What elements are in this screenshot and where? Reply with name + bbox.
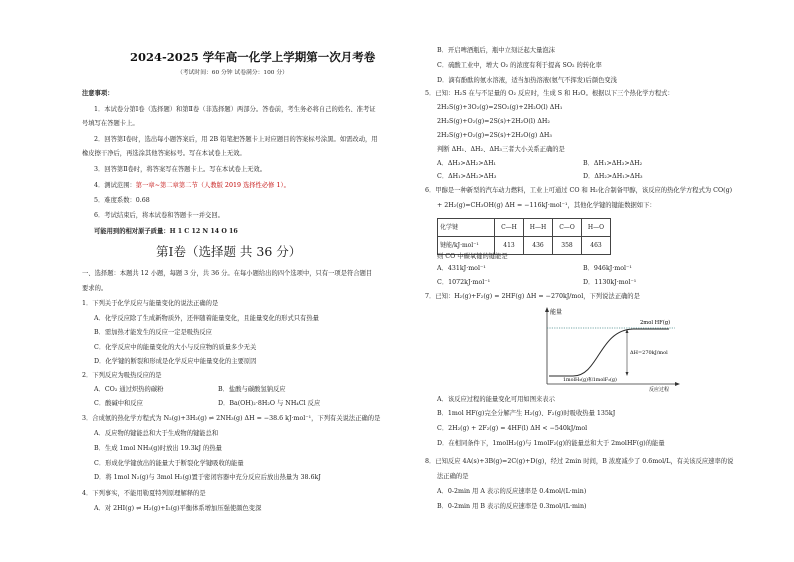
- question-7-option: A．该反应过程的能量变化可用如图来表示: [437, 396, 555, 403]
- question-7-option: D．在相同条件下，1molH₂(g)与 1molF₂(g)的能量总和大于 2molHF(g)的能量: [437, 440, 665, 447]
- question-5-option: C．ΔH₁>ΔH₂>ΔH₃: [437, 173, 497, 180]
- question-5-option: D．ΔH₂>ΔH₁>ΔH₃: [583, 173, 643, 180]
- question-3-option: A．反应物的键能总和大于生成物的键能总和: [94, 430, 219, 437]
- table-cell: 463: [582, 237, 611, 255]
- delta-h-label: ΔH=270kJ/mol: [630, 350, 668, 356]
- question-1-stem: 1．下列关于化学反应与能量变化的说法正确的是: [82, 300, 219, 307]
- question-3-option: B．生成 1mol NH₃(g)时放出 19.3kJ 的热量: [94, 445, 222, 452]
- table-row: [438, 219, 611, 237]
- notice-heading: 注意事项：: [82, 90, 114, 97]
- question-4-option: B．开启啤酒瓶后，瓶中立刻泛起大量泡沫: [437, 47, 555, 54]
- question-2-option: C．酸碱中和反应: [94, 400, 143, 407]
- question-1-option: C．化学反应中的能量变化的大小与反应物的质量多少无关: [94, 344, 257, 351]
- question-8-option: B．0-2min 用 B 表示的反应速率是 0.3mol/(L·min): [437, 503, 587, 510]
- question-2-stem: 2．下列反应为吸热反应的是: [82, 372, 162, 379]
- question-1-option: B．需加热才能发生的反应一定是吸热反应: [94, 329, 212, 336]
- question-4-stem: 4．下列事实，不能用勒夏特列原理解释的是: [82, 490, 206, 497]
- question-4-option: D．滴有酚酞的氨水溶液，适当加热溶液(氨气不挥发)后颜色变浅: [437, 77, 617, 84]
- question-8-stem: 8．已知反应 4A(s)+3B(g)=2C(g)+D(g)，经过 2min 时间，B 浓度减少了 0.6mol/L，有关该反应速率的说: [425, 458, 734, 465]
- table-cell: 358: [553, 237, 582, 255]
- table-header: C—H: [495, 219, 524, 237]
- question-7-option: B．1mol HF(g)完全分解产生 H₂(g)、F₂(g)时吸收热量 135kJ: [437, 410, 616, 417]
- section-title: 第Ⅰ卷（选择题 共 36 分）: [156, 244, 302, 259]
- notice-line: 6．考试结束后，将本试卷和答题卡一并交回。: [94, 212, 224, 219]
- notice-line: 2．回答第Ⅰ卷时，选出每小题答案后，用 2B 铅笔把答题卡上对应题目的答案标号涂黑。如需改动，用: [94, 136, 378, 143]
- question-5-stem: 5．已知：H₂S 在与不足量的 O₂ 反应时，生成 S 和 H₂O。根据以下三个热化学方程式：: [425, 90, 674, 97]
- question-7-stem: 7．已知：H₂(g)+F₂(g) = 2HF(g) ΔH = −270kJ/mol，下列说法正确的是: [425, 293, 640, 300]
- exam-title: 2024-2025 学年高一化学上学期第一次月考卷: [130, 50, 376, 64]
- question-4-option: A．对 2HI(g) ⇌ H₂(g)+I₂(g)平衡体系增加压强使颜色变深: [94, 505, 262, 512]
- question-3-option: D．将 1mol N₂(g)与 3mol H₂(g)置于密闭容器中充分反应后放出热量为 38.6kJ: [94, 474, 321, 481]
- upper-level-label: 2mol HF(g): [640, 320, 671, 326]
- notice-line: 5．难度系数：0.68: [94, 197, 150, 204]
- question-8-stem: 法正确的是: [437, 473, 469, 480]
- question-5-prompt: 判断 ΔH₁、ΔH₂、ΔH₃三者大小关系正确的是: [437, 146, 565, 153]
- table-cell: 键能/kJ·mol⁻¹: [438, 237, 495, 255]
- question-1-option: D．化学键的断裂和形成是化学反应中能量变化的主要原因: [94, 358, 257, 365]
- notice-line: 1．本试卷分第Ⅰ卷（选择题）和第Ⅱ卷（非选择题）两部分。答卷前，考生务必将自己的姓名、准考证: [94, 106, 376, 113]
- question-6-stem: + 2H₂(g)=CH₃OH(g) ΔH = −116kJ·mol⁻¹，其他化学键的键能数据如下：: [437, 202, 656, 209]
- x-axis-label: 反应过程: [649, 387, 670, 392]
- question-6-stem: 6．甲醇是一种新型的汽车动力燃料，工业上可通过 CO 和 H₂化合制备甲醇，该反应的热化学方程式为 CO(g): [425, 187, 733, 194]
- table-cell: 413: [495, 237, 524, 255]
- table-header: H—O: [582, 219, 611, 237]
- atomic-masses: 可能用到的相对原子质量：H 1 C 12 N 14 O 16: [94, 228, 238, 235]
- section-intro: 一、选择题：本题共 12 小题，每题 3 分，共 36 分。在每小题给出的四个选项中，只有一项是符合题目: [82, 270, 373, 277]
- question-6-option: B．946kJ·mol⁻¹: [583, 265, 632, 272]
- equation: 2H₂S(g)+O₂(g)=2S(s)+2H₂O(l) ΔH₂: [437, 118, 550, 125]
- question-6-option: D．1130kJ·mol⁻¹: [583, 279, 637, 286]
- delta-h-arrow-tail: [626, 372, 629, 376]
- table-row: [438, 237, 611, 255]
- bond-energy-table: [437, 218, 611, 255]
- notice-line: 号填写在答题卡上。: [82, 120, 139, 127]
- question-2-option: D．Ba(OH)₂·8H₂O 与 NH₄Cl 反应: [218, 400, 321, 407]
- equation: 2H₂S(g)+3O₂(g)=2SO₂(g)+2H₂O(l) ΔH₁: [437, 104, 563, 111]
- scope-label: 4．测试范围：: [94, 182, 136, 189]
- lower-level-label: 1molH₂(g)和1molF₂(g): [563, 378, 617, 383]
- table-cell: 436: [524, 237, 553, 255]
- exam-subtitle: （考试时间：60 分钟 试卷满分：100 分）: [177, 70, 288, 76]
- question-8-option: A．0-2min 用 A 表示的反应速率是 0.4mol/(L·min): [437, 488, 587, 495]
- question-4-option: C．硫酸工业中，增大 O₂ 的浓度有利于提高 SO₂ 的转化率: [437, 62, 602, 69]
- x-axis-arrow: [675, 382, 680, 386]
- energy-diagram: [537, 304, 687, 392]
- notice-line: 橡皮擦干净后，再选涂其他答案标号。写在本试卷上无效。: [82, 150, 246, 157]
- y-axis-label: 能量: [550, 309, 563, 316]
- section-intro: 要求的。: [82, 285, 108, 292]
- question-6-option: A．431kJ·mol⁻¹: [437, 265, 486, 272]
- question-7-option: C．2H₂(g) + 2F₂(g) = 4HF(l) ΔH < −540kJ/mol: [437, 425, 588, 432]
- question-2-option: A．CO₂ 通过炽热的碳粉: [94, 386, 164, 393]
- question-1-option: A．化学反应除了生成新物质外，还伴随着能量变化，且能量变化的形式只有热量: [94, 315, 319, 322]
- question-6-prompt: 则 CO 中碳氧键的键能是: [437, 253, 508, 260]
- question-5-option: A．ΔH₃>ΔH₂>ΔH₁: [437, 160, 497, 167]
- scope-value: 第一章~第二章第二节（人教版 2019 选择性必修 1）。: [135, 182, 290, 189]
- y-axis-arrow: [545, 307, 549, 312]
- question-2-option: B．盐酸与碳酸氢钠反应: [218, 386, 286, 393]
- notice-line: 3．回答第Ⅱ卷时，将答案写在答题卡上。写在本试卷上无效。: [94, 166, 267, 173]
- table-header: 化学键: [438, 219, 495, 237]
- question-3-stem: 3．合成氨的热化学方程式为 N₂(g)+3H₂(g) ⇌ 2NH₃(g) ΔH = −38.6 kJ·mol⁻¹，下列有关说法正确的是: [82, 415, 381, 422]
- question-6-option: C．1072kJ·mol⁻¹: [437, 279, 491, 286]
- question-3-option: C．形成化学键放出的能量大于断裂化学键吸收的能量: [94, 460, 244, 467]
- question-5-option: B．ΔH₁>ΔH₃>ΔH₂: [583, 160, 643, 167]
- equation: 2H₂S(g)+O₂(g)=2S(s)+2H₂O(g) ΔH₃: [437, 132, 552, 139]
- test-scope: [94, 182, 290, 190]
- table-header: C—O: [553, 219, 582, 237]
- table-header: H—H: [524, 219, 553, 237]
